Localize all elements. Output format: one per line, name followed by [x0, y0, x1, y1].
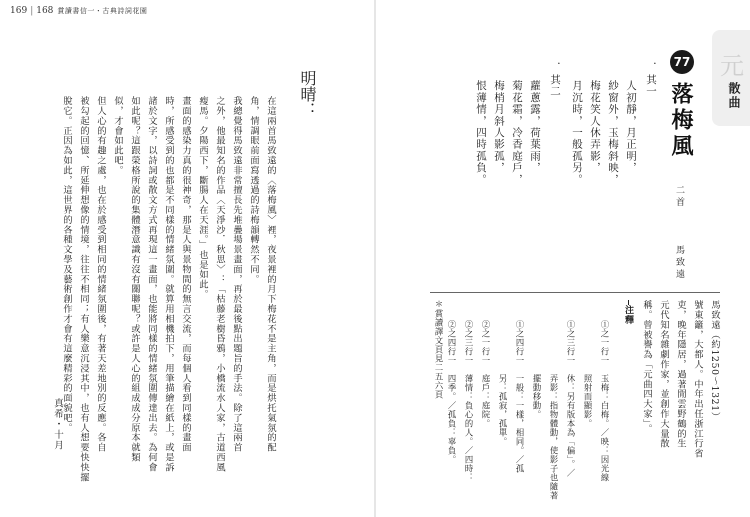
- note-line: 擺動移動。: [532, 320, 542, 419]
- commentary-column: 諸於文字，以詩詞或散文方式再現這一畫面，也能將同樣的情緒氛圍傳達出去。為何會: [146, 96, 157, 473]
- poem-count: 二首: [674, 185, 684, 209]
- note-line: ①之四行一 一般：一樣，相同。／孤: [515, 320, 525, 473]
- commentary-body: [58, 96, 279, 482]
- note-line: 弄影：指物體動，使影子也隨著: [549, 320, 559, 500]
- notes-heading: [622, 300, 635, 325]
- author-note-line: 吏，晚年隱居，過著閒雲野鶴的生: [675, 300, 686, 449]
- running-title: 賞讀書信一・古典詩詞花園: [57, 7, 148, 15]
- poem-line: 蘿蔥露，荷葉雨，: [529, 80, 541, 174]
- poem-part1-label: ．其一: [645, 62, 657, 98]
- section-tab-label: 散曲: [727, 82, 741, 110]
- poem-part1: [568, 80, 640, 185]
- section-tab-char: 元: [720, 52, 744, 80]
- notes-body: [443, 320, 613, 500]
- commentary-column: 時，所感受到的也都是不同樣的情緒氛圍。就算用相機拍下，用筆描繪在紙上，或是訴: [163, 96, 174, 473]
- poem-line: 月沉時，一般孤另。: [571, 80, 583, 186]
- commentary-column: 我總覺得馬致遠非常擅長先堆疊場景畫面，再於最後點出題旨的手法。除了這兩首: [231, 96, 242, 453]
- commentary-column: 之外，他最知名的作品〈天淨沙．秋思〉：「枯藤老樹昏鴉，小橋流水人家，古道西風: [214, 96, 225, 473]
- poem-author: 馬致遠: [674, 245, 684, 281]
- note-line: 另：孤寂，孤單。: [498, 320, 508, 446]
- poem-line: 人初靜，月正明，: [625, 80, 637, 174]
- commentary-column: 畫面的感染力真的很神奇，那是人與景物間的無言交流，而每個人看到同樣的畫面: [180, 96, 191, 453]
- commentary-column: 但人心的有趣之處，也在於感受到相同的情緒氛圍後，有著天差地別的反應。各自: [95, 96, 106, 453]
- poem-line: 紗窗外，玉梅斜映，: [607, 80, 619, 186]
- author-note: [638, 300, 723, 458]
- commentary-column: 在這兩首馬致遠的〈落梅風〉裡，夜景裡的月下梅花不是主角，而是烘托氣氛的配: [265, 96, 276, 453]
- author-note-line: 馬致遠（約1250～1321）: [709, 300, 720, 422]
- commentary-column: 瘦馬。夕陽西下，斷腸人在天涯。」也是如此。: [197, 96, 208, 300]
- poem-number-badge: 77: [670, 50, 694, 74]
- commentary-column: 似，才會如此吧。: [112, 96, 123, 176]
- commentary-label: 明晴：: [298, 70, 317, 118]
- notes-heading-text: 注釋: [623, 305, 633, 325]
- commentary-column: 被勾起的回憶、所延伸想像的情境，往往不相同；有人樂意沉浸其中，也有人想要快快擺: [78, 96, 89, 483]
- note-line: 照射而顯影。: [583, 320, 593, 428]
- commentary-column: 如此呢？這跟榮格所說的集體潛意識有沒有關聯呢？或許是人心的組成成分原本就類: [129, 96, 140, 463]
- signature: 真希・十月: [52, 398, 63, 451]
- author-note-line: 稱。曾被譽為「元曲四大家」。: [641, 300, 652, 434]
- note-line: ②之三行一 薄情：負心的人。／四時：: [464, 320, 474, 482]
- author-note-line: 元代知名雜劇作家，並創作大量散: [658, 300, 669, 449]
- poem-line: 梅梢月斜人影孤，: [493, 80, 505, 174]
- notes-source: ＊賞讀譯文頁見二五六頁: [434, 300, 444, 399]
- author-note-line: 號東籬，大都人。中年出任浙江行省: [692, 300, 703, 459]
- poem-part2-label: ．其二: [549, 62, 561, 98]
- note-line: ①之一行一 玉梅：白梅。／映：因光線: [600, 320, 610, 482]
- page-gutter: [374, 0, 376, 517]
- page-number-left: 169: [10, 6, 28, 16]
- commentary-column: 角，情調眼前面寫透過的詩梅韻轉然不同。: [248, 96, 259, 285]
- page-number-right: 168: [36, 6, 54, 16]
- note-line: ②之一行一 庭戶：庭院。: [481, 320, 491, 428]
- note-line: ①之三行一 休：另有版本為「偏」。／: [566, 320, 576, 478]
- poem-title: 落梅風: [668, 82, 694, 160]
- poem-line: 梅花笑人休弄影，: [589, 80, 601, 174]
- commentary-column: 脫它。正因為如此，這世界的各種文學及藝術創作才會有這麼精彩的面貌吧。: [61, 96, 72, 433]
- poem-part2: [472, 80, 544, 185]
- note-line: ②之四行一 四季。／孤負：辜負。: [447, 320, 457, 464]
- divider-rule: [430, 292, 720, 293]
- poem-line: 恨薄情，四時孤負。: [475, 80, 487, 186]
- running-header: 169 | 168 賞讀書信一・古典詩詞花園: [10, 6, 148, 16]
- poem-line: 菊花霜，冷香庭戶，: [511, 80, 523, 186]
